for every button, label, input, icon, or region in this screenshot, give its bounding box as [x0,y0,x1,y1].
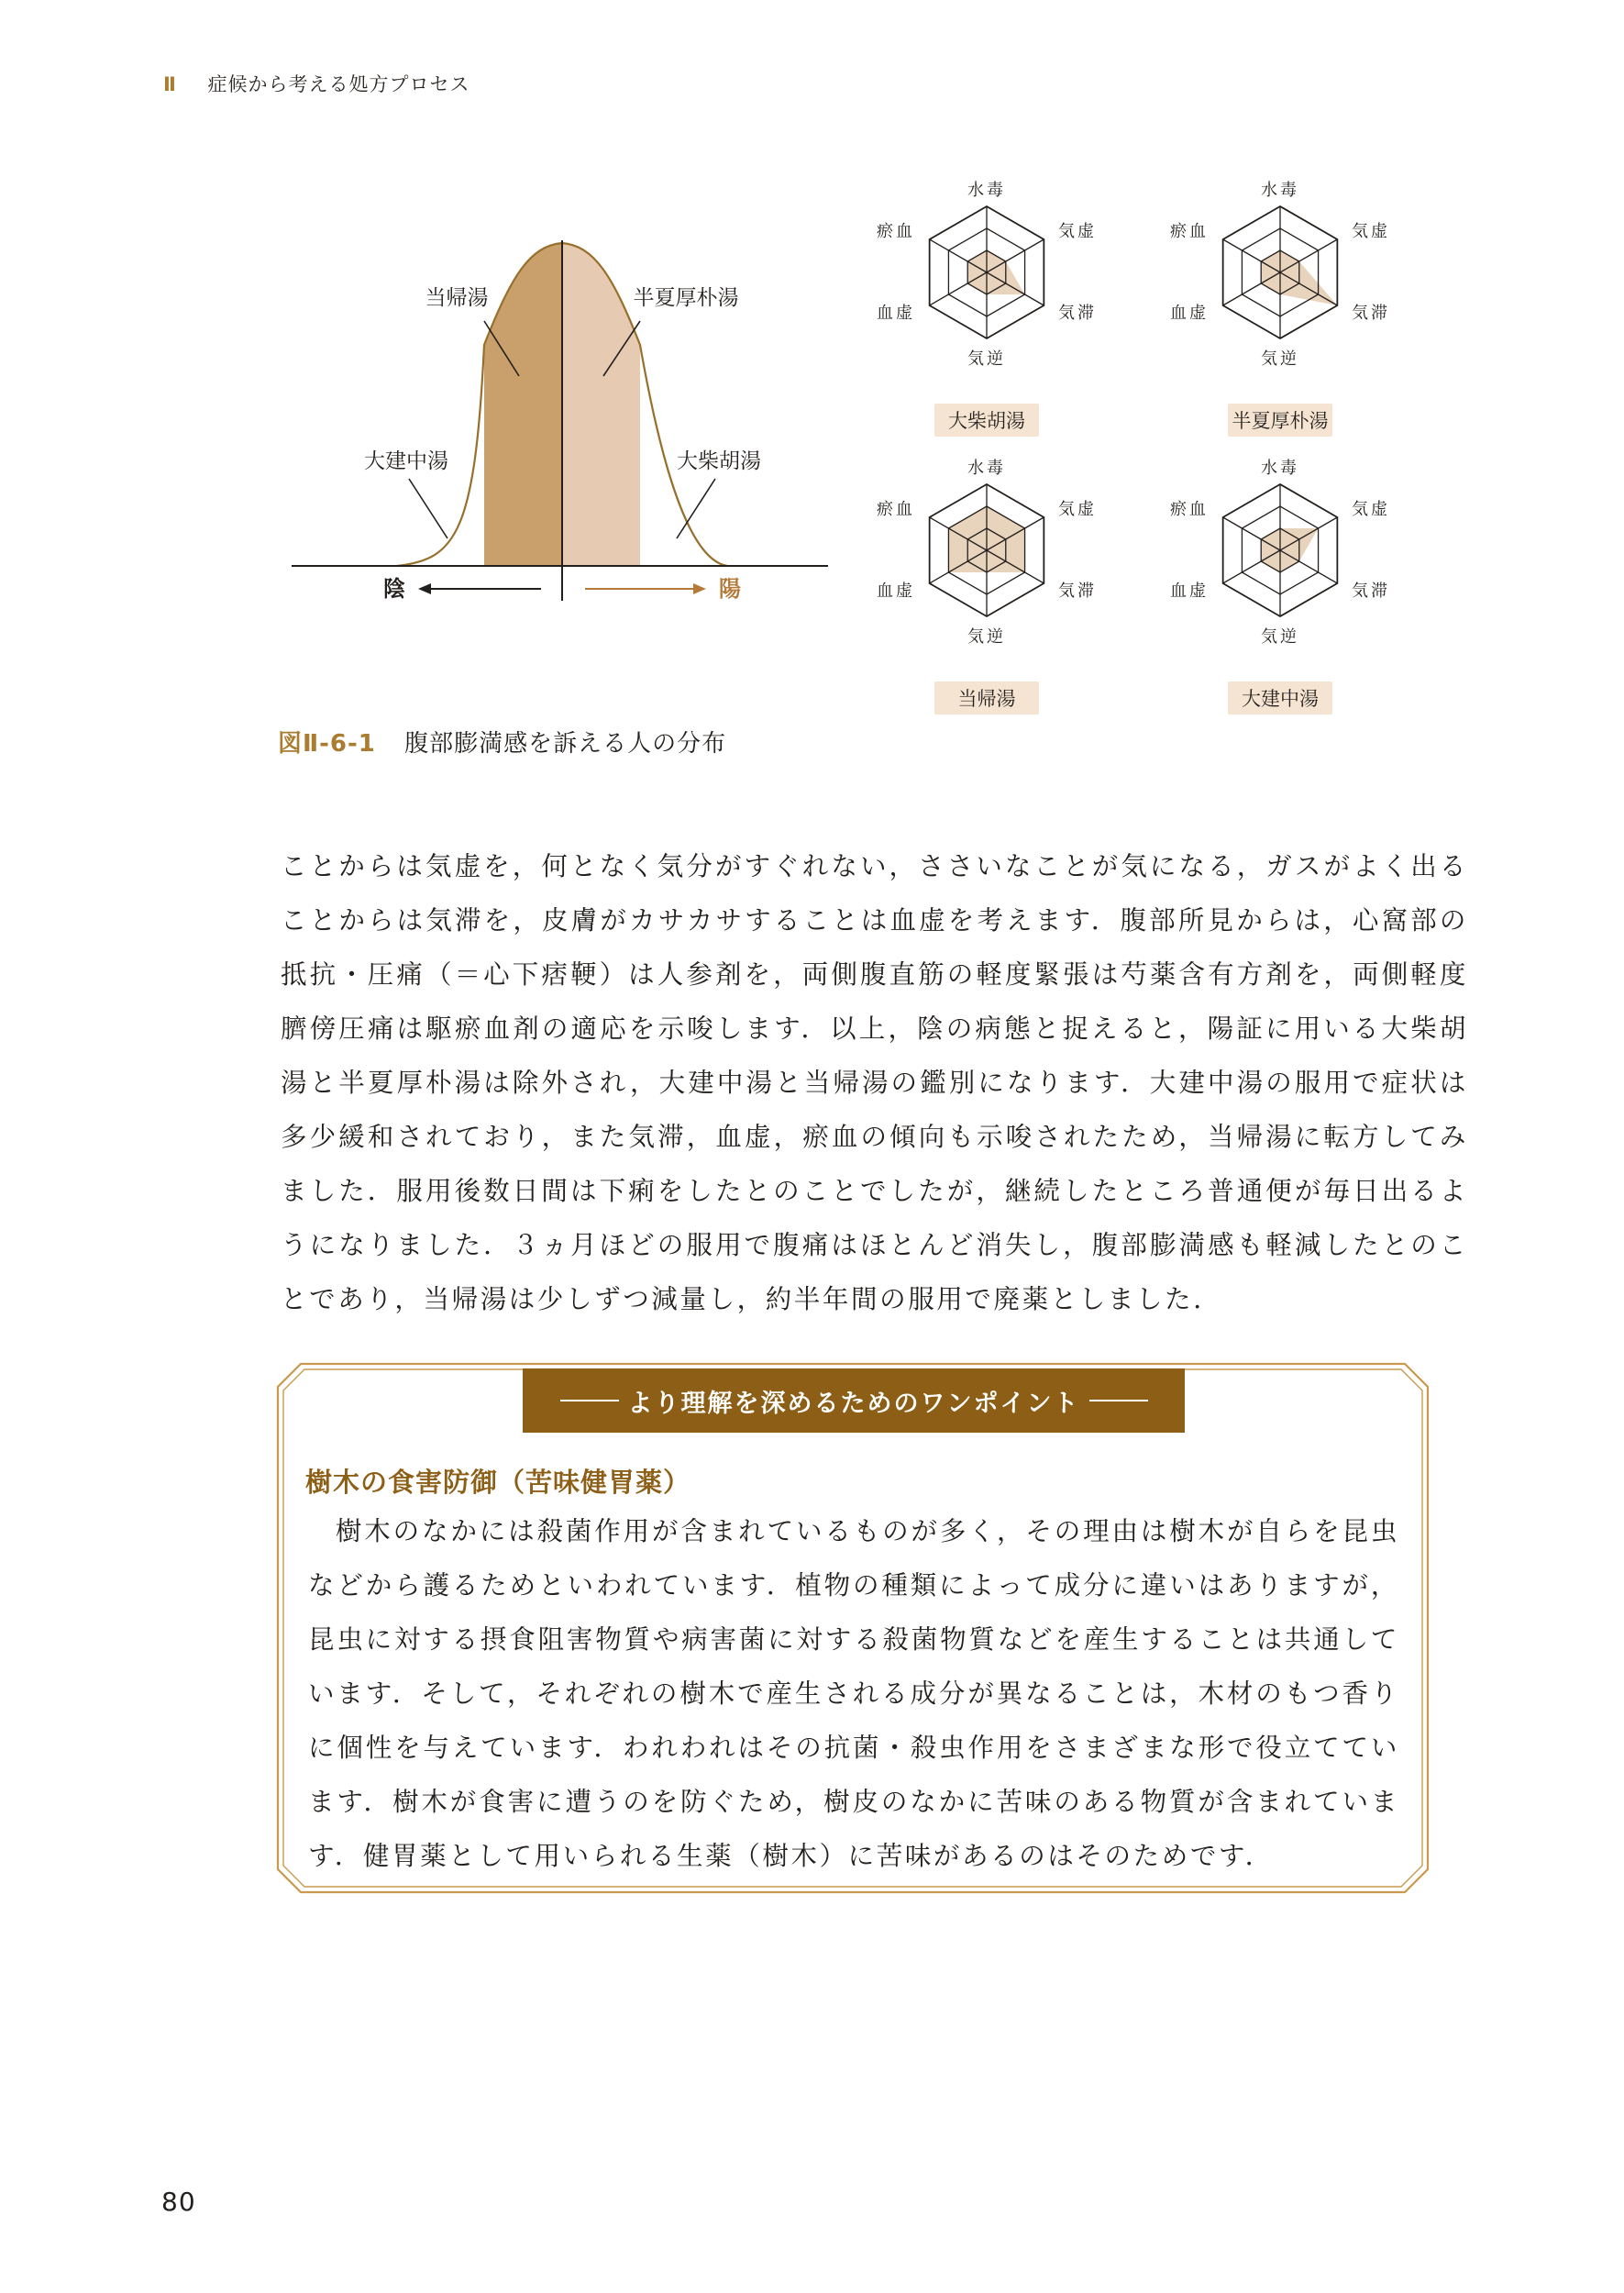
radar-axis-label: 気逆 [967,349,1006,369]
radar-chart-hangekobokuto [1170,176,1390,446]
figure-caption [278,725,726,759]
running-header [163,70,470,97]
radar-chart-tokito [877,454,1097,724]
radar-axis-label: 水毒 [1261,459,1299,478]
radar-name-label: 半夏厚朴湯 [1232,410,1329,432]
figure-number: 図Ⅱ-6-1 [278,730,376,758]
radar-axis-label: 血虚 [877,304,915,323]
radar-name-label: 大建中湯 [1242,688,1319,710]
radar-axis-label: 気逆 [1261,349,1299,369]
banner-dash-right [1089,1400,1148,1401]
yin-arrowhead [418,583,431,594]
radar-axis-label: 瘀血 [877,500,915,519]
page-number: 80 [161,2187,196,2217]
radar-axis-label: 瘀血 [1170,222,1209,241]
leader-line-daikenchu [409,479,447,538]
yin-label: 陰 [383,576,405,602]
figure-caption-text: 腹部膨満感を訴える人の分布 [404,730,727,758]
onepoint-banner [523,1368,1185,1433]
radar-axis-label: 気虚 [1058,500,1097,519]
radar-axis-label: 気逆 [967,627,1006,647]
radar-axis-label: 血虚 [877,582,915,601]
body-paragraph: ことからは気虚を，何となく気分がすぐれない，ささいなことが気になる，ガスがよく出ることからは気滞を，皮膚がカサカサすることは血虚を考えます．腹部所見からは，心窩部の抵抗・圧痛（＝心下痞鞕）は人参剤を，両側腹直筋の軽度緊張は芍薬含有方剤を，両側軽度臍傍圧痛は駆瘀血剤の適応を示唆します．以上，陰の病態と捉えると，陽証に用いる大柴胡湯と半夏厚朴湯は除外され，大建中湯と当帰湯の鑑別になります．大建中湯の服用で症状は多少緩和されており，また気滞，血虚，瘀血の傾向も示唆されたため，当帰湯に転方してみました．服用後数日間は下痢をしたとのことでしたが，継続したところ普通便が毎日出るようになりました．３ヵ月ほどの服用で腹痛はほとんど消失し，腹部膨満感も軽減したとのことであり，当帰湯は少しずつ減量し，約半年間の服用で廃薬としました． [281,851,1468,1314]
onepoint-banner-text: より理解を深めるためのワンポイント [627,1389,1080,1418]
banner-dash-left [560,1400,619,1401]
radar-name-label: 大柴胡湯 [948,410,1025,432]
radar-axis-label: 水毒 [967,459,1006,478]
radar-chart-daikenchuto [1170,454,1390,724]
leader-line-daisaiko [677,479,715,538]
label-touki: 当帰湯 [425,286,489,310]
radar-chart-daisaikoto [877,176,1097,446]
distribution-bell-curve [292,220,842,615]
onepoint-paragraph: 樹木のなかには殺菌作用が含まれているものが多く，その理由は樹木が自らを昆虫などから護るためといわれています．植物の種類によって成分に違いはありますが，昆虫に対する摂食阻害物質や病害菌に対する殺菌物質などを産生することは共通しています．そして，それぞれの樹木で産生される成分が異なることは，木材のもつ香りに個性を与えています．われわれはその抗菌・殺虫作用をさまざまな形で役立てています．樹木が食害に遭うのを防ぐため，樹皮のなかに苦味のある物質が含まれています．健胃薬として用いられる生薬（樹木）に苦味があるのはそのためです． [308,1516,1399,1871]
yang-area [562,243,640,566]
yin-area [484,243,562,566]
label-daisaiko: 大柴胡湯 [677,449,761,473]
radar-axis-label: 気滞 [1352,304,1390,323]
radar-axis-label: 水毒 [1261,181,1299,200]
onepoint-box [273,1359,1432,1897]
label-daikenchu: 大建中湯 [364,449,448,473]
radar-axis-label: 気虚 [1352,500,1390,519]
yang-label: 陽 [719,576,741,602]
radar-axis-label: 気滞 [1058,304,1097,323]
radar-axis-label: 瘀血 [877,222,915,241]
radar-axis-label: 気逆 [1261,627,1299,647]
radar-axis-label: 瘀血 [1170,500,1209,519]
radar-axis-label: 気滞 [1058,582,1097,601]
radar-axis-label: 水毒 [967,181,1006,200]
chapter-number: Ⅱ [163,73,177,95]
radar-axis-label: 血虚 [1170,304,1209,323]
onepoint-title: 樹木の食害防御（苦味健胃薬） [305,1467,691,1498]
radar-name-label: 当帰湯 [957,688,1016,710]
chapter-title: 症候から考える処方プロセス [207,73,470,95]
label-hange: 半夏厚朴湯 [633,286,739,310]
radar-axis-label: 気虚 [1352,222,1390,241]
radar-axis-label: 気滞 [1352,582,1390,601]
radar-axis-label: 血虚 [1170,582,1209,601]
radar-axis-label: 気虚 [1058,222,1097,241]
yang-arrowhead [693,583,706,594]
